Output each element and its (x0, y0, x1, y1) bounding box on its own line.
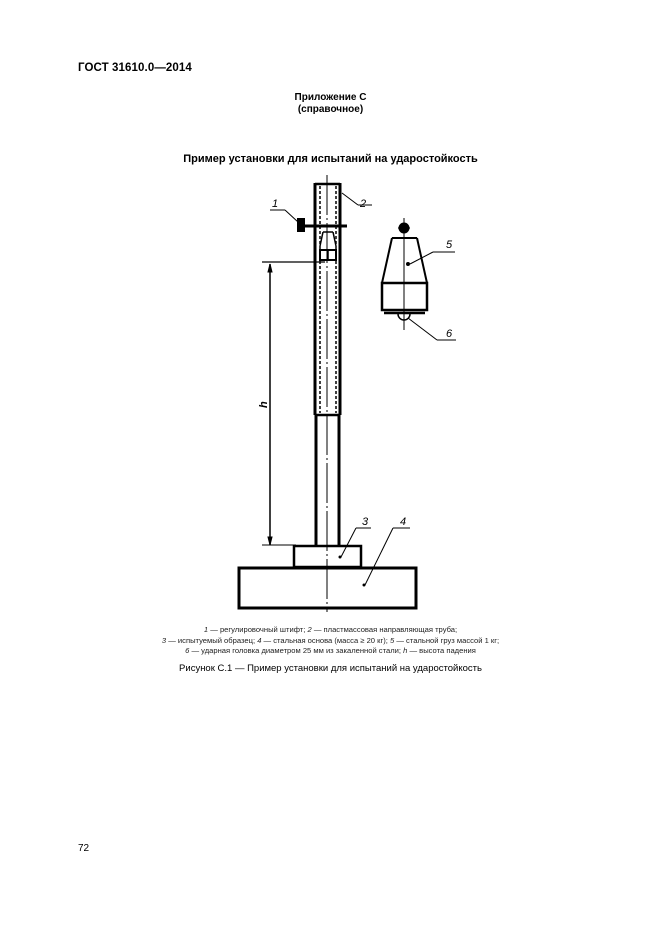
legend-text: — стальной груз массой 1 кг; (394, 635, 500, 645)
label-h: h (258, 401, 270, 408)
label-5: 5 (446, 239, 453, 251)
label-3: 3 (362, 516, 369, 528)
page-number: 72 (78, 843, 90, 854)
label-6: 6 (446, 328, 453, 340)
annex-subtitle: (справочное) (297, 104, 364, 115)
label-2: 2 (360, 198, 367, 210)
inner-striker (320, 232, 336, 260)
steel-weight (382, 218, 427, 330)
legend-num: h (403, 646, 408, 655)
legend-text: — стальная основа (масса ≥ 20 кг); (261, 635, 390, 645)
legend-num: 2 (307, 625, 312, 634)
label-1: 1 (272, 198, 279, 210)
legend-text: — высота падения (407, 646, 476, 655)
label-4: 4 (400, 516, 407, 528)
legend-text: — пластмассовая направляющая труба; (311, 625, 458, 634)
legend-num: 3 (161, 635, 167, 645)
legend-num: 5 (389, 635, 395, 645)
legend-text: — регулировочный штифт; (208, 625, 308, 634)
legend-num: 6 (185, 646, 190, 655)
legend-text: — испытуемый образец; (166, 635, 258, 645)
figure-caption: Рисунок С.1 — Пример установки для испытаний на ударостойкость (179, 663, 482, 674)
legend-line-2 (0, 636, 661, 647)
legend-text: — ударная головка диаметром 25 мм из закаленной стали; (189, 646, 404, 655)
document-code: ГОСТ 31610.0—2014 (78, 62, 192, 74)
figure-legend (0, 625, 661, 657)
legend-line-3 (0, 646, 661, 657)
legend-num: 1 (203, 625, 209, 634)
legend-num: 4 (257, 635, 262, 645)
legend-line-1 (0, 625, 661, 636)
figure-title: Пример установки для испытаний на ударостойкость (183, 153, 478, 165)
annex-title: Приложение С (294, 92, 367, 103)
